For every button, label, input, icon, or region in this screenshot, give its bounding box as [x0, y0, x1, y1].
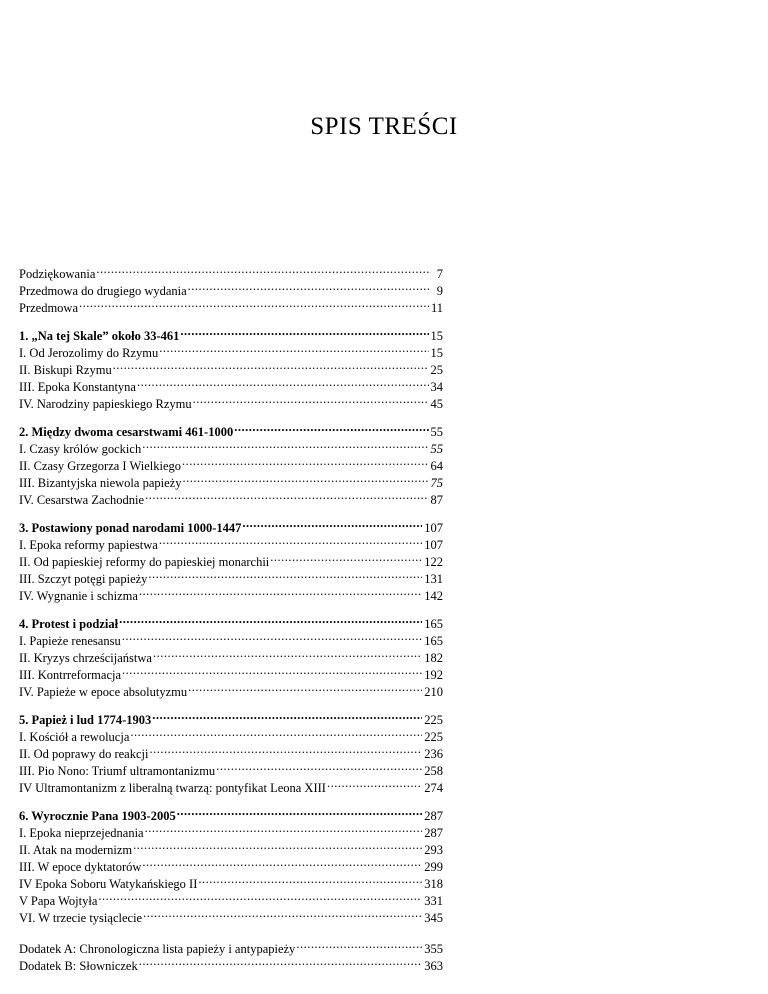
dot-leader: [139, 953, 423, 970]
dot-leader: [182, 470, 428, 487]
toc-entry-page: 192: [424, 668, 443, 682]
chapter-heading-page: 15: [430, 329, 443, 343]
toc-entry-page: 318: [424, 877, 443, 891]
toc-entry-label: II. Od papieskiej reformy do papieskiej monarchii: [19, 555, 270, 569]
toc-entry-label: II. Kryzys chrześcijaństwa: [19, 651, 152, 665]
toc-entry-page: 258: [424, 764, 443, 778]
dot-leader: [139, 583, 422, 600]
dot-leader: [152, 707, 422, 724]
toc-entry-label: IV. Papieże w epoce absolutyzmu: [19, 685, 188, 699]
toc-entry-label: III. Bizantyjska niewola papieży: [19, 476, 182, 490]
appendix-entry-page: 363: [424, 959, 443, 973]
toc-entry-label: III. W epoce dyktatorów: [19, 860, 142, 874]
toc-entry-label: Przedmowa: [19, 301, 79, 315]
toc-entry-label: V Papa Wojtyła: [19, 894, 98, 908]
dot-leader: [148, 566, 422, 583]
chapter-heading-page: 165: [424, 617, 443, 631]
toc-entry-page: 142: [424, 589, 443, 603]
dot-leader: [130, 724, 422, 741]
appendix-entry[interactable]: [19, 936, 443, 956]
toc-entry-label: I. Epoka nieprzejednania: [19, 826, 144, 840]
dot-leader: [242, 515, 422, 532]
dot-leader: [133, 837, 422, 854]
toc-entry-page: 293: [424, 843, 443, 857]
toc-entry-page: 182: [424, 651, 443, 665]
dot-leader: [188, 679, 422, 696]
toc-entry-label: II. Atak na modernizm: [19, 843, 133, 857]
toc-entry-label: III. Kontrreformacja: [19, 668, 122, 682]
chapter-heading[interactable]: [19, 515, 443, 535]
chapter-heading[interactable]: [19, 419, 443, 439]
toc-entry-page: 64: [430, 459, 443, 473]
chapter-heading-page: 225: [424, 713, 443, 727]
toc-entry-label: I. Kościół a rewolucja: [19, 730, 130, 744]
chapter-heading-label: 3. Postawiony ponad narodami 1000-1447: [19, 521, 242, 535]
toc-entry-page: 107: [424, 538, 443, 552]
toc-entry-label: IV. Narodziny papieskiego Rzymu: [19, 397, 192, 411]
toc-entry-label: VI. W trzecie tysiąclecie: [19, 911, 143, 925]
toc-entry-page: 131: [424, 572, 443, 586]
chapter-heading-label: 4. Protest i podział: [19, 617, 119, 631]
chapter-heading-page: 55: [430, 425, 443, 439]
dot-leader: [145, 487, 428, 504]
toc-entry-page: 75: [430, 476, 443, 490]
toc-entry[interactable]: [19, 261, 443, 281]
dot-leader: [143, 905, 422, 922]
toc-entry-page: 11: [430, 301, 443, 315]
toc-entry-page: 55: [430, 442, 443, 456]
toc-entry-label: II. Biskupi Rzymu: [19, 363, 112, 377]
toc-entry-label: II. Od poprawy do reakcji: [19, 747, 149, 761]
toc-entry-label: III. Epoka Konstantyna: [19, 380, 136, 394]
chapter-heading-page: 107: [424, 521, 443, 535]
dot-leader: [79, 295, 429, 312]
dot-leader: [142, 854, 422, 871]
toc-entry-page: 274: [424, 781, 443, 795]
dot-leader: [188, 278, 431, 295]
chapter-heading-label: 5. Papież i lud 1774-1903: [19, 713, 152, 727]
dot-leader: [177, 803, 423, 820]
chapter-heading[interactable]: [19, 323, 443, 343]
toc-entry-page: 15: [430, 346, 443, 360]
toc-entry-label: IV Ultramontanizm z liberalną twarzą: pontyfikat Leona XIII: [19, 781, 326, 795]
toc-entry-page: 165: [424, 634, 443, 648]
dot-leader: [153, 645, 422, 662]
toc-entry-label: III. Szczyt potęgi papieży: [19, 572, 148, 586]
toc-entry-page: 287: [424, 826, 443, 840]
toc-entry-label: I. Epoka reformy papiestwa: [19, 538, 158, 552]
chapter-heading[interactable]: [19, 611, 443, 631]
dot-leader: [142, 436, 428, 453]
toc-entry-label: Podziękowania: [19, 267, 96, 281]
toc-entry-label: IV. Wygnanie i schizma: [19, 589, 138, 603]
toc-entry-page: 236: [424, 747, 443, 761]
toc-entry-page: 210: [424, 685, 443, 699]
dot-leader: [296, 936, 422, 953]
dot-leader: [182, 453, 428, 470]
chapter-heading-label: 2. Między dwoma cesarstwami 461-1000: [19, 425, 234, 439]
toc-entry-page: 25: [430, 363, 443, 377]
chapter-heading-label: 1. „Na tej Skale” około 33-461: [19, 329, 180, 343]
toc-entry-page: 345: [424, 911, 443, 925]
toc-entry-page: 34: [430, 380, 443, 394]
chapter-heading[interactable]: [19, 707, 443, 727]
toc-entry-label: IV. Cesarstwa Zachodnie: [19, 493, 145, 507]
dot-leader: [137, 374, 429, 391]
toc-entry-label: I. Od Jerozolimy do Rzymu: [19, 346, 159, 360]
page-title: SPIS TREŚCI: [310, 113, 458, 140]
toc-entry-label: Przedmowa do drugiego wydania: [19, 284, 187, 298]
toc-entry-page: 87: [430, 493, 443, 507]
toc-entry-page: 331: [424, 894, 443, 908]
dot-leader: [159, 340, 428, 357]
toc-entry-page: 7: [436, 267, 443, 281]
chapter-heading-label: 6. Wyrocznie Pana 1903-2005: [19, 809, 176, 823]
dot-leader: [193, 391, 429, 408]
toc-entry-label: I. Papieże renesansu: [19, 634, 121, 648]
dot-leader: [96, 261, 431, 278]
dot-leader: [216, 758, 422, 775]
appendix-entry-label: Dodatek A: Chronologiczna lista papieży i antypapieży: [19, 942, 296, 956]
dot-leader: [159, 532, 422, 549]
dot-leader: [149, 741, 422, 758]
toc-entry-label: IV Epoka Soboru Watykańskiego II: [19, 877, 198, 891]
dot-leader: [98, 888, 422, 905]
chapter-heading[interactable]: [19, 803, 443, 823]
chapter-heading-page: 287: [424, 809, 443, 823]
dot-leader: [198, 871, 422, 888]
toc-entry-page: 225: [424, 730, 443, 744]
dot-leader: [270, 549, 422, 566]
toc-entry-page: 45: [430, 397, 443, 411]
dot-leader: [119, 611, 422, 628]
toc-entry-label: II. Czasy Grzegorza I Wielkiego: [19, 459, 182, 473]
appendix-entry-label: Dodatek B: Słowniczek: [19, 959, 138, 973]
toc-entry-page: 9: [436, 284, 443, 298]
toc-entry-label: I. Czasy królów gockich: [19, 442, 142, 456]
dot-leader: [122, 662, 422, 679]
dot-leader: [327, 775, 422, 792]
toc-entry-page: 122: [424, 555, 443, 569]
toc-entry-label: III. Pio Nono: Triumf ultramontanizmu: [19, 764, 216, 778]
dot-leader: [180, 323, 428, 340]
dot-leader: [122, 628, 423, 645]
toc-entry-page: 299: [424, 860, 443, 874]
toc-entry[interactable]: [19, 295, 443, 315]
appendix-entry-page: 355: [424, 942, 443, 956]
dot-leader: [234, 419, 428, 436]
table-of-contents: [19, 261, 443, 973]
dot-leader: [113, 357, 429, 374]
dot-leader: [145, 820, 423, 837]
